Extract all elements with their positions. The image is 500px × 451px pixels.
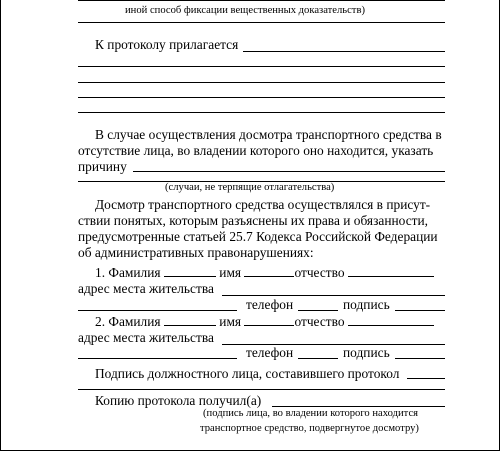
fill-line	[78, 82, 445, 83]
witness-2-address-line-2	[78, 358, 237, 359]
witness-2-phone-line	[298, 358, 338, 359]
witness-1-phone-label: телефон	[246, 297, 294, 312]
copy-received-label: Копию протокола получил(а)	[95, 393, 262, 408]
witness-2-signature-line	[395, 358, 445, 359]
copy-caption-line-1: (подпись лица, во владении которого находится	[203, 408, 419, 419]
witness-2-address-label: адрес места жительства	[78, 330, 214, 345]
witness-2-signature-label: подпись	[343, 345, 390, 360]
witness-2-row-1	[95, 315, 434, 328]
copy-received-line	[272, 406, 445, 407]
fill-line	[78, 22, 445, 23]
witness-1-surname-label: 1. Фамилия	[95, 265, 161, 280]
inspection-line-4: об административных правонарушениях:	[78, 245, 314, 260]
witness-2-surname-label: 2. Фамилия	[95, 314, 161, 329]
absence-line-3: причину	[78, 159, 127, 174]
fill-line	[78, 389, 445, 390]
caption-top: иной способ фиксации вещественных доказательств)	[125, 5, 365, 16]
witness-2-phone-label: телефон	[246, 345, 294, 360]
witness-1-signature-line	[395, 310, 445, 311]
absence-line-2: отсутствие лица, во владении которого оно находится, указать	[78, 143, 434, 158]
witness-1-row-1	[95, 266, 434, 279]
fill-line	[78, 0, 445, 1]
absence-line-1: В случае осуществления досмотра транспортного средства в	[95, 127, 442, 142]
witness-2-name-line	[244, 315, 294, 326]
witness-2-surname-line	[164, 315, 216, 326]
fill-line	[78, 97, 445, 98]
fill-line	[78, 66, 445, 67]
witness-1-address-label: адрес места жительства	[78, 281, 214, 296]
witness-1-address-line-2	[78, 310, 237, 311]
witness-1-patronymic-label: отчество	[294, 265, 345, 280]
witness-1-name-label: имя	[219, 265, 242, 280]
witness-2-name-label: имя	[219, 314, 242, 329]
attached-label: К протоколу прилагается	[95, 37, 239, 52]
inspection-line-2: ствии понятых, которым разъяснены их права и обязанности,	[78, 213, 428, 228]
official-signature-line	[407, 378, 445, 379]
fill-line	[243, 51, 445, 52]
official-signature-label: Подпись должностного лица, составившего протокол	[95, 366, 400, 381]
fill-line	[133, 171, 445, 172]
witness-2-patronymic-line	[348, 315, 434, 326]
witness-1-address-line	[222, 295, 445, 296]
witness-2-patronymic-label: отчество	[294, 314, 345, 329]
fill-line	[78, 112, 445, 113]
absence-caption: (случаи, не терпящие отлагательства)	[165, 182, 335, 193]
witness-1-phone-line	[298, 310, 338, 311]
copy-caption-line-2: транспортное средство, подвергнутое досмотру)	[200, 423, 419, 434]
witness-1-surname-line	[164, 266, 216, 277]
witness-1-patronymic-line	[348, 266, 434, 277]
witness-1-name-line	[244, 266, 294, 277]
witness-1-signature-label: подпись	[343, 297, 390, 312]
inspection-line-1: Досмотр транспортного средства осуществлялся в присут-	[95, 197, 431, 212]
inspection-line-3: предусмотренные статьей 25.7 Кодекса Российской Федерации	[78, 229, 438, 244]
